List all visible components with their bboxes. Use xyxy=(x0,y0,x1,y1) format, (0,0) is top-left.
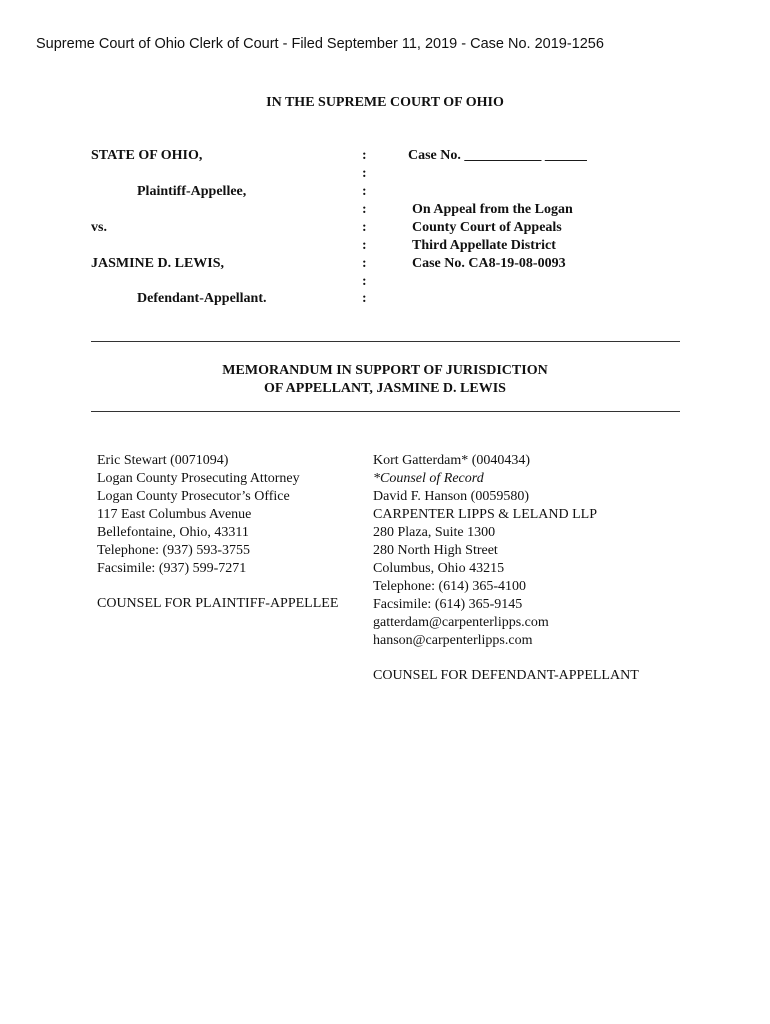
divider-rule xyxy=(91,411,680,412)
caption-colon: : xyxy=(362,220,367,235)
appeal-info-line: Third Appellate District xyxy=(412,238,556,253)
caption-colon: : xyxy=(362,202,367,217)
counsel-line: Facsimile: (937) 599-7271 xyxy=(97,561,247,576)
appellant-role: Defendant-Appellant. xyxy=(137,291,267,306)
caption-colon: : xyxy=(362,274,367,289)
caption-colon: : xyxy=(362,238,367,253)
counsel-line: Kort Gatterdam* (0040434) xyxy=(373,453,531,468)
memo-title-line: MEMORANDUM IN SUPPORT OF JURISDICTION xyxy=(222,363,548,378)
appellee-name: STATE OF OHIO, xyxy=(91,148,203,163)
counsel-line: Telephone: (937) 593-3755 xyxy=(97,543,250,558)
counsel-line: 280 Plaza, Suite 1300 xyxy=(373,525,496,540)
appeal-info-line: Case No. CA8-19-08-0093 xyxy=(412,256,566,271)
counsel-of-record-note: *Counsel of Record xyxy=(373,471,484,486)
counsel-line: Logan County Prosecuting Attorney xyxy=(97,471,300,486)
counsel-line: Telephone: (614) 365-4100 xyxy=(373,579,526,594)
counsel-line: Eric Stewart (0071094) xyxy=(97,453,229,468)
counsel-line: 280 North High Street xyxy=(373,543,498,558)
court-title: IN THE SUPREME COURT OF OHIO xyxy=(266,95,504,110)
counsel-line: Bellefontaine, Ohio, 43311 xyxy=(97,525,249,540)
caption-colon: : xyxy=(362,256,367,271)
divider-rule xyxy=(91,341,680,342)
versus-label: vs. xyxy=(91,220,107,235)
counsel-line: David F. Hanson (0059580) xyxy=(373,489,529,504)
counsel-line: Columbus, Ohio 43215 xyxy=(373,561,505,576)
caption-colon: : xyxy=(362,148,367,163)
counsel-line: Logan County Prosecutor’s Office xyxy=(97,489,290,504)
caption-colon: : xyxy=(362,184,367,199)
appeal-info-line: On Appeal from the Logan xyxy=(412,202,573,217)
email-address: gatterdam@carpenterlipps.com xyxy=(373,615,549,630)
counsel-block-appellant xyxy=(373,452,639,685)
counsel-role: COUNSEL FOR DEFENDANT-APPELLANT xyxy=(373,668,639,683)
filing-stamp: Supreme Court of Ohio Clerk of Court - Filed September 11, 2019 - Case No. 2019-1256 xyxy=(36,36,604,52)
memo-title xyxy=(0,362,770,398)
counsel-line: CARPENTER LIPPS & LELAND LLP xyxy=(373,507,598,522)
caption-colon: : xyxy=(362,291,367,306)
counsel-line: Facsimile: (614) 365-9145 xyxy=(373,597,523,612)
case-number-blank: Case No. ___________ ______ xyxy=(408,148,587,163)
appeal-info-line: County Court of Appeals xyxy=(412,220,562,235)
counsel-role: COUNSEL FOR PLAINTIFF-APPELLEE xyxy=(97,596,339,611)
appellee-role: Plaintiff-Appellee, xyxy=(137,184,247,199)
email-address: hanson@carpenterlipps.com xyxy=(373,633,533,648)
counsel-line: 117 East Columbus Avenue xyxy=(97,507,252,522)
appellant-name: JASMINE D. LEWIS, xyxy=(91,256,225,271)
memo-title-line: OF APPELLANT, JASMINE D. LEWIS xyxy=(264,381,506,396)
caption-colon: : xyxy=(362,166,367,181)
counsel-block-appellee xyxy=(97,452,338,613)
